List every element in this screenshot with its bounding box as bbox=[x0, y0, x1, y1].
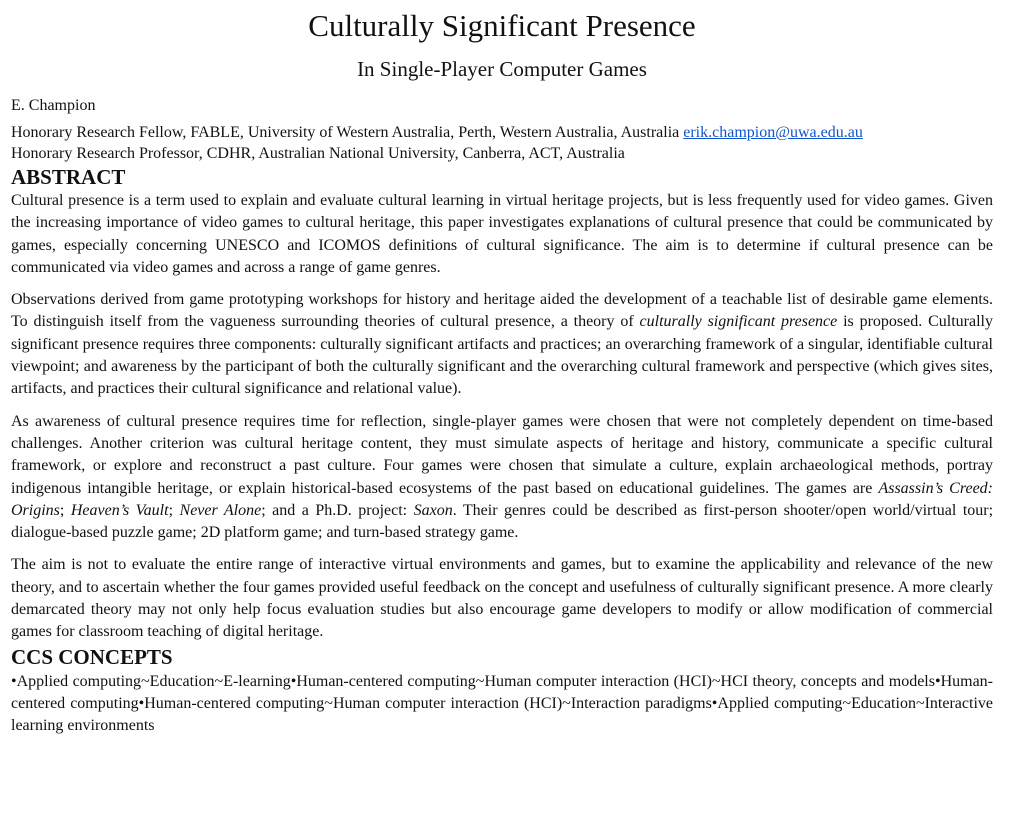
game-title-1: Assassin’s Creed: Origins bbox=[11, 479, 993, 519]
affiliation-2: Honorary Research Professor, CDHR, Australian National University, Canberra, ACT, Australia bbox=[11, 145, 625, 162]
abstract-p2-text-a: Observations derived from game prototyping workshops for history and heritage aided the development of a teachable list of desirable game elements. To distinguish itself from the vagueness surrounding theories of cultural presence, a theory of bbox=[11, 291, 993, 331]
affiliation-1: Honorary Research Fellow, FABLE, University of Western Australia, Perth, Western Australia, Australia bbox=[11, 124, 680, 141]
game-title-2: Heaven’s Vault bbox=[70, 501, 169, 519]
abstract-paragraph-3 bbox=[11, 411, 993, 545]
abstract-paragraph-1: Cultural presence is a term used to explain and evaluate cultural learning in virtual heritage projects, but is less frequently used for video games. Given the increasing importance of video games to cultural heritage, this paper investigates explanations of cultural presence that could be communicated by games, especially concerning UNESCO and ICOMOS definitions of cultural significance. The aim is to determine if cultural presence can be communicated via video games and across a range of game genres. bbox=[11, 192, 993, 276]
game-sep-2: ; bbox=[168, 501, 180, 519]
ccs-concepts-heading: CCS CONCEPTS bbox=[11, 644, 173, 669]
author-name: E. Champion bbox=[11, 97, 96, 114]
affiliations bbox=[11, 122, 993, 164]
ccs-concepts-text: •Applied computing~Education~E-learning•Human-centered computing~Human computer interaction (HCI)~HCI theory, concepts and models•Human-centered computing•Human-centered computing~Human computer interaction (HCI)~Interaction paradigms•Applied computing~Education~Interactive learning environments bbox=[11, 672, 993, 735]
paper-title: Culturally Significant Presence bbox=[308, 8, 696, 43]
abstract-p3-text-b: . Their genres could be described as first-person shooter/open world/virtual tour; dialogue-based puzzle game; 2D platform game; and turn-based strategy game. bbox=[11, 501, 994, 542]
abstract-p2-text-b: is proposed. Culturally significant presence requires three components: culturally significant artifacts and practices; an overarching framework of a singular, identifiable cultural viewpoint; and awareness by the participant of both the culturally significant and the overarching cultural framework and perspective (which gives sites, artifacts, and practices their cultural significance and relational value). bbox=[11, 313, 993, 398]
abstract-heading: ABSTRACT bbox=[11, 165, 126, 189]
game-title-3: Never Alone bbox=[179, 501, 262, 519]
abstract-p3-text-a: As awareness of cultural presence requires time for reflection, single-player games were chosen that were not completely dependent on time-based challenges. Another criterion was cultural heritage content, they must simulate aspects of heritage and history, communicate a specific cultural framework, or explore and reconstruct a past culture. Four games were chosen that simulate a culture, explain archaeological methods, portray indigenous intangible heritage, or explain historical-based ecosystems of the past based on educational guidelines. The games are bbox=[11, 412, 993, 497]
game-title-4: Saxon bbox=[413, 501, 453, 519]
paper-page bbox=[11, 0, 993, 738]
paper-subtitle: In Single-Player Computer Games bbox=[357, 57, 647, 81]
game-sep-1: ; bbox=[59, 501, 71, 519]
author-email-link[interactable]: erik.champion@uwa.edu.au bbox=[683, 124, 863, 141]
affiliation-line-1 bbox=[11, 122, 993, 143]
abstract-p2-emphasis: culturally significant presence bbox=[639, 313, 838, 331]
abstract-paragraph-2 bbox=[11, 289, 993, 400]
abstract-paragraph-4: The aim is not to evaluate the entire range of interactive virtual environments and games, but to examine the applicability and relevance of the new theory, and to ascertain whether the four games provided useful feedback on the concept and usefulness of culturally significant presence. A more clearly demarcated theory may not only help focus evaluation studies but also encourage game developers to modify or allow modification of commercial games for classroom teaching of digital heritage. bbox=[11, 556, 993, 641]
game-sep-3: ; and a Ph.D. project: bbox=[261, 501, 414, 519]
